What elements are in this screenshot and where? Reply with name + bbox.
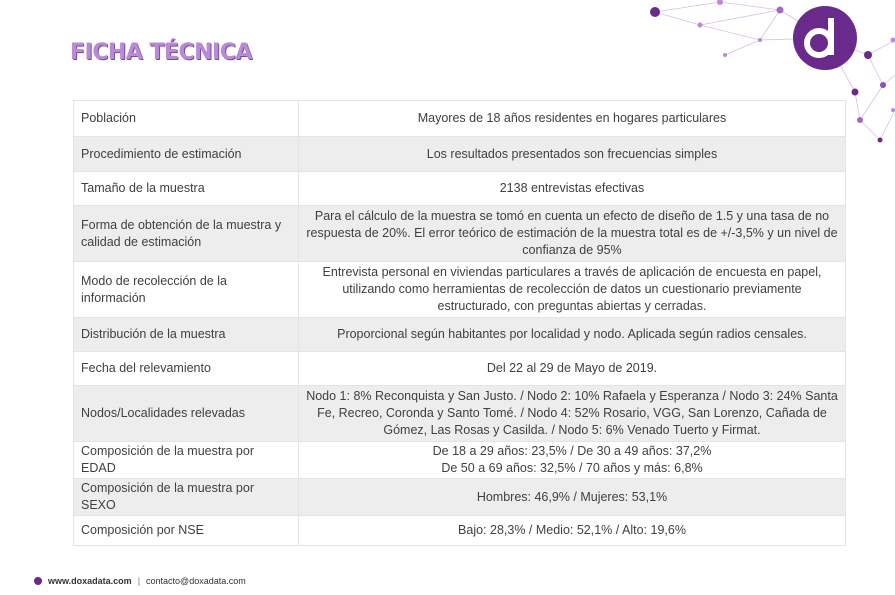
page-title: FICHA TÉCNICA — [70, 40, 252, 65]
row-label: Fecha del relevamiento — [74, 352, 299, 386]
row-value: Nodo 1: 8% Reconquista y San Justo. / Nodo 2: 10% Rafaela y Esperanza / Nodo 3: 24% Santa Fe, Recreo, Coronda y Santo Tomé. / Nodo 4: 52% Rosario, VGG, San Lorenzo, Cañada de Gómez, Las Rosas y Casilda. / Nodo 5: 6% Venado Tuerto y Firmat. — [299, 386, 846, 442]
age-line-2: De 50 a 69 años: 32,5% / 70 años y más: 6,8% — [441, 461, 703, 475]
row-value: Los resultados presentados son frecuencias simples — [299, 137, 846, 172]
row-label: Composición por NSE — [74, 516, 299, 546]
table-row — [74, 101, 846, 137]
row-label: Procedimiento de estimación — [74, 137, 299, 172]
row-value: Del 22 al 29 de Mayo de 2019. — [299, 352, 846, 386]
table-row — [74, 516, 846, 546]
table-row — [74, 172, 846, 206]
row-label: Población — [74, 101, 299, 137]
table-row — [74, 442, 846, 479]
row-label: Nodos/Localidades relevadas — [74, 386, 299, 442]
row-value — [299, 442, 846, 479]
row-label: Tamaño de la muestra — [74, 172, 299, 206]
bullet-dot-icon — [34, 577, 42, 585]
row-value: Mayores de 18 años residentes en hogares particulares — [299, 101, 846, 137]
footer-separator: | — [137, 576, 141, 586]
table-row — [74, 318, 846, 352]
technical-sheet-table — [73, 100, 846, 546]
row-label: Forma de obtención de la muestra y calidad de estimación — [74, 206, 299, 262]
row-label: Distribución de la muestra — [74, 318, 299, 352]
table-row — [74, 386, 846, 442]
row-value: 2138 entrevistas efectivas — [299, 172, 846, 206]
footer-email-link[interactable]: contacto@doxadata.com — [146, 576, 246, 586]
age-line-1: De 18 a 29 años: 23,5% / De 30 a 49 años: 37,2% — [432, 444, 712, 458]
table-row — [74, 352, 846, 386]
row-label: Modo de recolección de la información — [74, 262, 299, 318]
row-label: Composición de la muestra por SEXO — [74, 479, 299, 516]
row-value: Hombres: 46,9% / Mujeres: 53,1% — [299, 479, 846, 516]
table-row — [74, 137, 846, 172]
table-row — [74, 206, 846, 262]
table-row — [74, 262, 846, 318]
row-value: Bajo: 28,3% / Medio: 52,1% / Alto: 19,6% — [299, 516, 846, 546]
row-value: Entrevista personal en viviendas particulares a través de aplicación de encuesta en papel, utilizando como herramientas de recolección de datos un cuestionario previamente estructurado, con preguntas abiertas y cerradas. — [299, 262, 846, 318]
row-value: Proporcional según habitantes por localidad y nodo. Aplicada según radios censales. — [299, 318, 846, 352]
footer — [34, 576, 246, 586]
footer-website-link[interactable]: www.doxadata.com — [48, 576, 132, 586]
row-label: Composición de la muestra por EDAD — [74, 442, 299, 479]
table-row — [74, 479, 846, 516]
row-value: Para el cálculo de la muestra se tomó en cuenta un efecto de diseño de 1.5 y una tasa de no respuesta de 20%. El error teórico de estimación de la muestra total es de +/-3,5% y un nivel de confianza de 95% — [299, 206, 846, 262]
